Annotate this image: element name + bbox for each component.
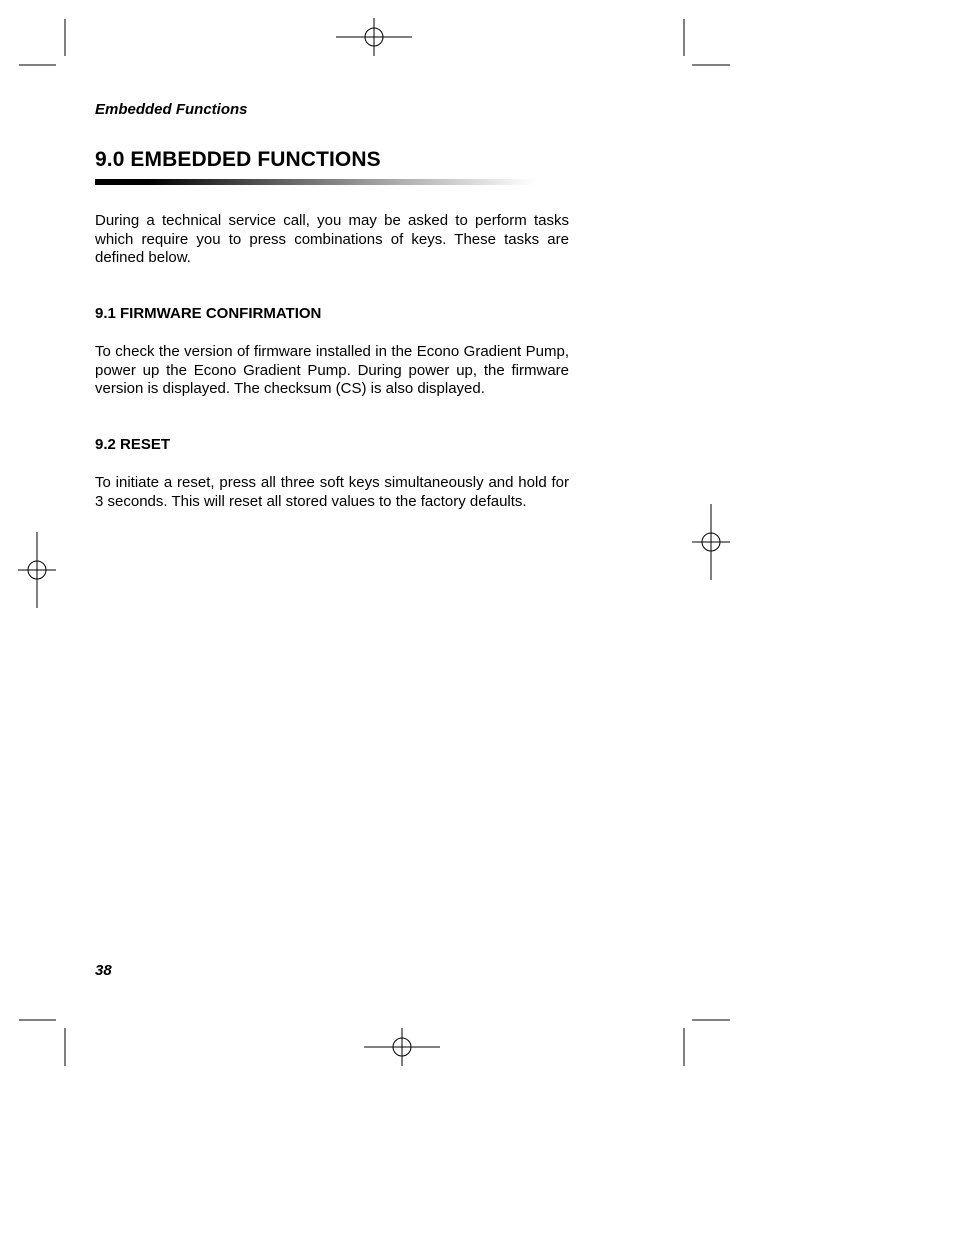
subsection-paragraph-firmware: To check the version of firmware installed in the Econo Gradient Pump, power up the Econo Gradient Pump. During power up, the firmware version is displayed. The checksum (CS) is also displayed. — [95, 343, 569, 397]
title-gradient-rule — [95, 179, 535, 185]
section-title: 9.0 EMBEDDED FUNCTIONS — [95, 148, 381, 171]
subsection-heading-reset: 9.2 RESET — [95, 436, 171, 453]
subsection-heading-firmware: 9.1 FIRMWARE CONFIRMATION — [95, 305, 322, 322]
intro-paragraph: During a technical service call, you may be asked to perform tasks which require you to press combinations of keys. These tasks are defined below. — [95, 212, 569, 266]
page-number: 38 — [95, 962, 112, 979]
running-header: Embedded Functions — [95, 101, 248, 118]
subsection-paragraph-reset: To initiate a reset, press all three soft keys simultaneously and hold for 3 seconds. This will reset all stored values to the factory defaults. — [95, 474, 569, 510]
